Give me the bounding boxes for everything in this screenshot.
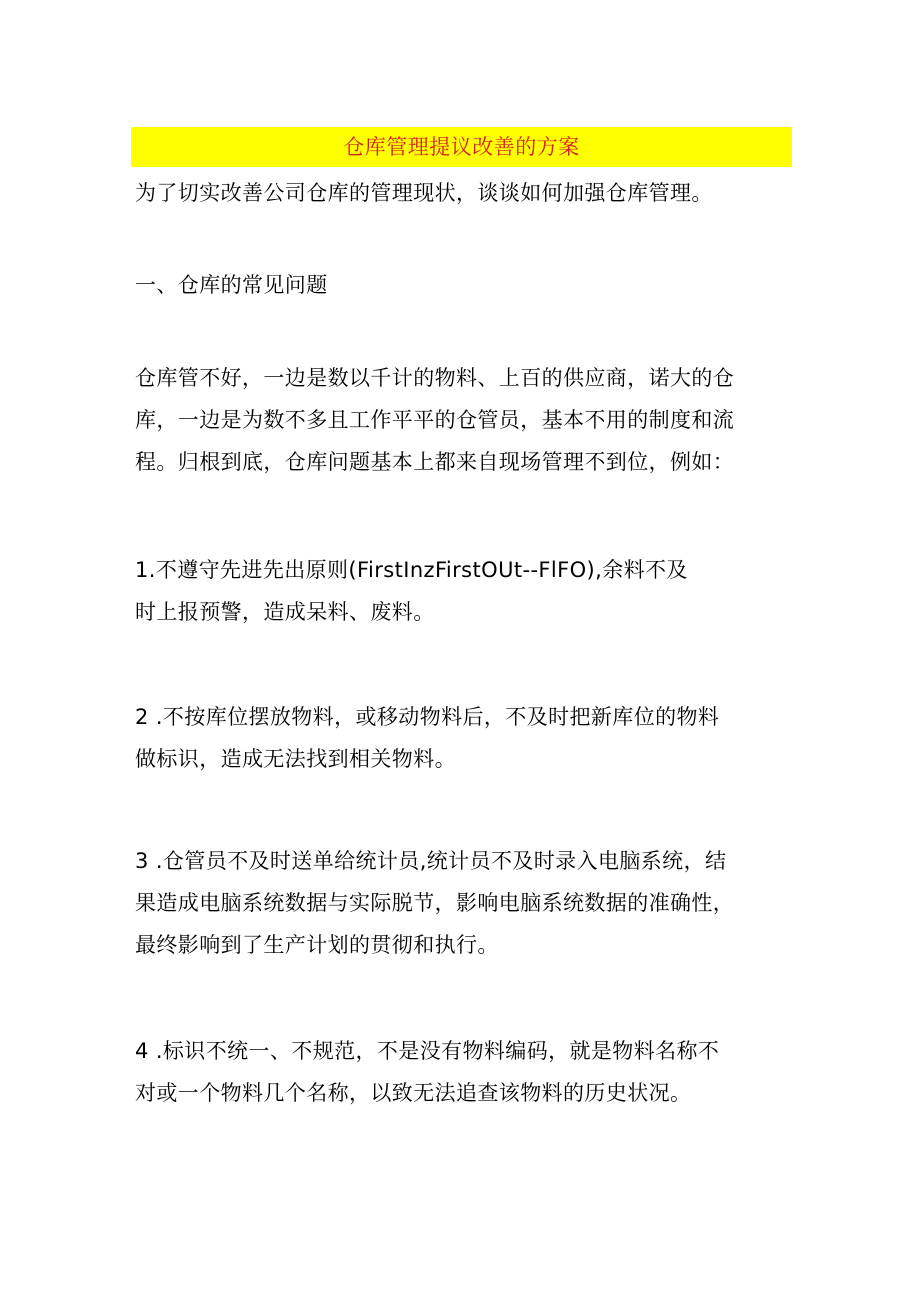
list-item-line: 对或一个物料几个名称，以致无法追查该物料的历史状况。 bbox=[135, 1081, 692, 1105]
body-line: 仓库管不好，一边是数以千计的物料、上百的供应商，诺大的仓 bbox=[135, 366, 735, 390]
intro-paragraph bbox=[135, 172, 795, 214]
section-heading-text: 一、仓库的常见问题 bbox=[135, 273, 328, 297]
section-heading bbox=[135, 264, 795, 306]
intro-line: 为了切实改善公司仓库的管理现状，谈谈如何加强仓库管理。 bbox=[135, 181, 713, 205]
body-line: 库，一边是为数不多且工作平平的仓管员，基本不用的制度和流 bbox=[135, 408, 735, 432]
body-line: 程。归根到底，仓库问题基本上都来自现场管理不到位，例如： bbox=[135, 450, 735, 474]
list-item-line: 3 .仓管员不及时送单给统计员,统计员不及时录入电脑系统，结 bbox=[135, 849, 727, 873]
list-item-2 bbox=[135, 696, 795, 780]
list-item-line: 最终影响到了生产计划的贯彻和执行。 bbox=[135, 933, 499, 957]
list-item-line: 做标识，造成无法找到相关物料。 bbox=[135, 747, 456, 771]
list-item-3 bbox=[135, 840, 795, 966]
list-item-line: 1.不遵守先进先出原则(FirstInzFirstOUt--FlFO),余料不及 bbox=[135, 558, 688, 582]
body-paragraph bbox=[135, 357, 795, 483]
list-item-4 bbox=[135, 1030, 795, 1114]
list-item-line: 时上报预警，造成呆料、废料。 bbox=[135, 600, 435, 624]
list-item-line: 2 .不按库位摆放物料，或移动物料后，不及时把新库位的物料 bbox=[135, 705, 720, 729]
list-item-1 bbox=[135, 549, 795, 633]
list-item-line: 4 .标识不统一、不规范，不是没有物料编码，就是物料名称不 bbox=[135, 1039, 720, 1063]
document-title: 仓库管理提议改善的方案 bbox=[131, 127, 792, 167]
list-item-line: 果造成电脑系统数据与实际脱节，影响电脑系统数据的准确性， bbox=[135, 891, 735, 915]
